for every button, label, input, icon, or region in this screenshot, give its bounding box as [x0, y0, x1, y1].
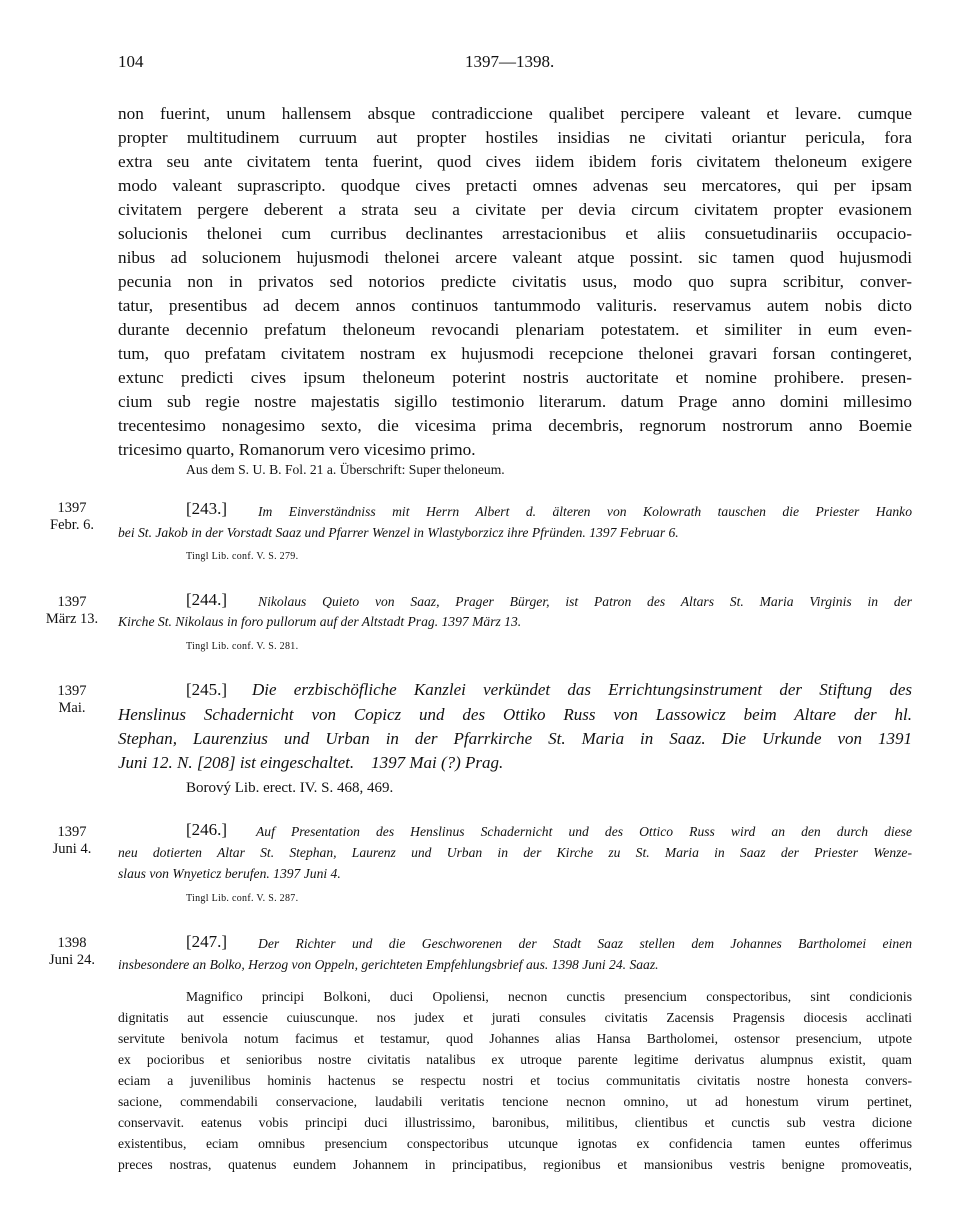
text-line: durante decennio prefatum theloneum revocandi plenariam potestatem. et similiter in eum even- — [118, 320, 912, 339]
letter-line: preces nostras, quatenus eundem Johannem in principatibus, regionibus et mansionibus vestris benigne promoveatis, — [118, 1157, 912, 1172]
entry-date — [40, 824, 104, 858]
letter-line: existentibus, eciam omnibus presencium conspectoribus utcunque ignotas ex confidencia tamen euntes offerimus — [118, 1136, 912, 1151]
entry-year: 1397 — [57, 594, 87, 610]
entry-date — [40, 594, 104, 628]
text-line: solucionis thelonei cum curribus declinantes arrestacionibus et aliis consuetudinariis occupacio- — [118, 224, 912, 243]
entry-day: Juni 24. — [49, 952, 95, 968]
entry-year: 1397 — [57, 500, 87, 516]
entry-day: Juni 4. — [52, 841, 92, 857]
entry-source: Tingl Lib. conf. V. S. 287. — [186, 893, 299, 904]
regest-line: Kirche St. Nikolaus in foro pullorum auf der Altstadt Prag. 1397 März 13. — [118, 614, 522, 629]
entry-number: [244.] — [186, 590, 228, 609]
regest-line: Henslinus Schadernicht von Copicz und des Ottiko Russ von Lassowicz beim Altare der hl. — [118, 705, 912, 724]
entry-number: [245.] — [186, 680, 228, 699]
entry-source: Tingl Lib. conf. V. S. 279. — [186, 551, 299, 562]
text-line: pecunia non in privatos sed notorios predicte civitatis usus, modo quo supra scribitur, conver- — [118, 272, 912, 291]
regest-line: neu dotierten Altar St. Stephan, Laurenz und Urban in der Kirche zu St. Maria in Saaz der Priester Wenze- — [118, 845, 912, 860]
text-line: trecentesimo nonagesimo sexto, die vicesima prima decembris, regnorum nostrorum anno Boemie — [118, 416, 912, 435]
letter-line: eciam a juvenilibus hominis hactenus se respectu nostri et tocius communitatis civitatis nostre honesta convers- — [118, 1073, 912, 1088]
regest-line: Der Richter und die Geschworenen der Stadt Saaz stellen dem Johannes Bartholomei einen — [258, 936, 912, 951]
regest-line: bei St. Jakob in der Vorstadt Saaz und Pfarrer Wenzel in Wlastyborzicz ihre Pfründen. 1397 Februar 6. — [118, 525, 679, 540]
text-line: propter multitudinem curruum aut propter hostiles insidias ne civitati oriantur pericula, fora — [118, 128, 912, 147]
entry-year: 1398 — [57, 935, 87, 951]
entry-day: März 13. — [45, 611, 99, 627]
entry-year: 1397 — [57, 824, 87, 840]
entry-number: [243.] — [186, 499, 228, 518]
text-line: tricesimo quarto, Romanorum vero vicesimo primo. — [118, 440, 476, 459]
letter-line: sacione, commendabili conservacione, laudabili veritatis tencione necnon omnino, ut ad honestum virum pertinet, — [118, 1094, 912, 1109]
letter-line: dignitatis aut essencie cuiuscunque. nos judex et jurati consules civitatis Zacensis Pragensis diocesis acclinati — [118, 1010, 912, 1025]
entry-source: Tingl Lib. conf. V. S. 281. — [186, 641, 299, 652]
text-line: extra seu ante civitatem tenta fuerint, quod cives iidem ibidem foris civitatem theloneum exigere — [118, 152, 912, 171]
regest-line: Auf Presentation des Henslinus Schadernicht und des Ottico Russ wird an den durch diese — [256, 824, 912, 839]
entry-year: 1397 — [57, 683, 87, 699]
entry-day: Febr. 6. — [50, 517, 94, 533]
entry-date — [40, 683, 104, 717]
entry-source: Borový Lib. erect. IV. S. 468, 469. — [186, 780, 394, 796]
letter-line: Magnifico principi Bolkoni, duci Opoliensi, necnon cunctis presencium conspectoribus, sint condicionis — [186, 989, 912, 1004]
text-line: nibus ad solucionem hujusmodi thelonei arcere valeant atque possint. sic tamen quod hujusmodi — [118, 248, 912, 267]
regest-line: Nikolaus Quieto von Saaz, Prager Bürger, ist Patron des Altars St. Maria Virginis in der — [258, 594, 912, 609]
entry-date — [40, 935, 104, 969]
regest-line: slaus von Wnyeticz berufen. 1397 Juni 4. — [118, 866, 341, 881]
entry-number: [247.] — [186, 932, 228, 951]
text-line: tum, quo prefatam civitatem nostram ex hujusmodi recepcione thelonei gravari forsan contingeret, — [118, 344, 912, 363]
text-line: extunc predicti cives ipsum theloneum poterint nostris auctoritate et nomine prohibere. presen- — [118, 368, 912, 387]
text-line: cium sub regie nostre majestatis sigillo testimonio literarum. datum Prage anno domini millesimo — [118, 392, 912, 411]
text-line: modo valeant suprascripto. quodque cives pretacti omnes advenas seu mercatores, qui per ipsam — [118, 176, 912, 195]
regest-line: Im Einverständniss mit Herrn Albert d. älteren von Kolowrath tauschen die Priester Hanko — [258, 504, 912, 519]
entry-day: Mai. — [58, 700, 86, 716]
letter-line: ex pocioribus et senioribus nostre civitatis natalibus ex utroque parente legitime derivatus alumpnus existit, quam — [118, 1052, 912, 1067]
regest-line: Stephan, Laurenzius und Urban in der Pfarrkirche St. Maria in Saaz. Die Urkunde von 1391 — [118, 729, 912, 748]
entry-date — [40, 500, 104, 534]
running-header-years: 1397—1398. — [465, 52, 555, 71]
source-note: Aus dem S. U. B. Fol. 21 a. Überschrift: Super theloneum. — [186, 462, 505, 477]
text-line: civitatem pergere deberent a strata seu a civitate per devia circum civitatem propter evasionem — [118, 200, 912, 219]
letter-line: servitute benivola notum facimus et testamur, quod Johannes alias Hansa Bartholomei, ostensor presencium, utpote — [118, 1031, 912, 1046]
page-number: 104 — [118, 52, 144, 71]
regest-line: Die erzbischöfliche Kanzlei verkündet das Errichtungsinstrument der Stiftung des — [252, 680, 912, 699]
regest-line: insbesondere an Bolko, Herzog von Oppeln, gerichteten Empfehlungsbrief aus. 1398 Juni 24. Saaz. — [118, 957, 659, 972]
entry-number: [246.] — [186, 820, 228, 839]
regest-line: Juni 12. N. [208] ist eingeschaltet. 1397 Mai (?) Prag. — [118, 753, 504, 772]
text-line: non fuerint, unum hallensem absque contradiccione qualibet percipere valeant et levare. cumque — [118, 104, 912, 123]
letter-line: conservavit. eatenus vobis principi duci illustrissimo, baronibus, militibus, clientibus et cunctis sub vestra dicione — [118, 1115, 912, 1130]
text-line: tatur, presentibus ad decem annos continuos tantummodo valituris. reservamus autem nobis dicto — [118, 296, 912, 315]
